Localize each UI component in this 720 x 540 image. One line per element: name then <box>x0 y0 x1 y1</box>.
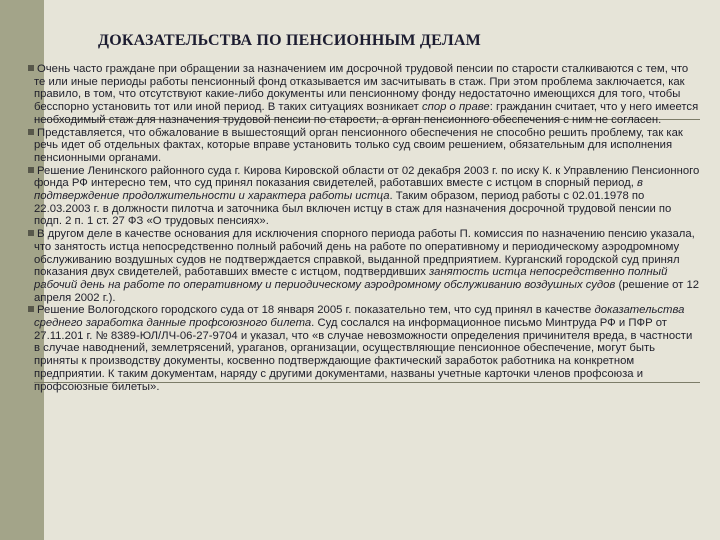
paragraph-text: Представляется, что обжалование в вышестоящий орган пенсионного обеспечения не способно решить проблему, так как речь идет об отдельных фактах, которые вправе установить только суд своим решением, обязательным для исполнения пенсионными органами. <box>34 126 683 164</box>
paragraph-emphasis: занятость истца непосредственно полный рабочий день на работе по оперативному и периодическому аэродромному обслуживанию воздушных судов <box>34 266 668 291</box>
paragraph-text: Очень часто граждане при обращении за назначением им досрочной трудовой пенсии по старости сталкиваются с тем, что те или иные периоды работы пенсионный фонд отказывается им засчитывать в стаж. При этом проблема заключается, как правило, в том, что отсутствуют какие-либо документы или пенсионному фонду недостаточно имеющихся для того, чтобы бесспорно установить тот или иной период. В таких ситуациях возникает <box>34 63 689 114</box>
paragraph-text: В другом деле в качестве основания для исключения спорного периода работы П. комиссия по назначению пенсию указала, что занятость истца непосредственно полный рабочий день на работе по оперативному и периодическому аэродромному обслуживанию воздушных судов не подтверждается справкой, выданной предприятием. Курганский городской суд принял показания двух свидетелей, работавших вместе с истцом, подтвердивших <box>34 228 695 279</box>
bullet-icon <box>28 230 34 236</box>
paragraph <box>34 63 700 127</box>
bullet-icon <box>28 129 34 135</box>
paragraph-text: (решение от 12 апреля 2002 г.). <box>34 278 700 304</box>
bullet-icon <box>28 65 34 71</box>
paragraph-text: Решение Ленинского районного суда г. Кирова Кировской области от 02 декабря 2003 г. по иску К. к Управлению Пенсионного фонда РФ интересно тем, что суд принял показания свидетелей, работавших вместе с истцом в спорный период, <box>34 164 700 190</box>
paragraph-text: : гражданин считает, что у него имеется необходимый стаж для назначения трудовой пенсии по старости, а орган пенсионного обеспечения с ним не согласен. <box>34 101 699 126</box>
paragraph-text: Решение Вологодского городского суда от 18 января 2005 г. показательно тем, что суд принял в качестве <box>37 304 595 317</box>
paragraph <box>34 165 700 229</box>
paragraph <box>34 228 700 304</box>
paragraph <box>34 127 700 165</box>
paragraph-emphasis: спор о праве <box>421 101 490 114</box>
bullet-icon <box>28 306 34 312</box>
page-title: ДОКАЗАТЕЛЬСТВА ПО ПЕНСИОННЫМ ДЕЛАМ <box>98 32 481 49</box>
paragraph-text: . Таким образом, период работы с 02.01.1978 по 22.03.2003 г. в должности пилотча и заточника был включен истцу в стаж для назначения досрочной трудовой пенсии по подп. 2 п. 1 ст. 27 ФЗ «О трудовых пенсиях». <box>34 190 672 228</box>
body-text <box>34 63 700 393</box>
paragraph-emphasis: в подтверждение продолжительности и характера работы истца <box>34 177 643 203</box>
bullet-icon <box>28 167 34 173</box>
paragraph-emphasis: доказательства среднего заработка данные профсоюзного билета <box>34 304 685 330</box>
paragraph-text: . Суд сослался на информационное письмо Минтруда РФ и ПФР от 27.11.201 г. № 8389-ЮЛ/ЛЧ-06-27-9704 и указал, что «в случае невозможности определения причинителя вреда, в частности в случае наводнений, землетрясений, ураганов, организации, осуществляющие пенсионное обеспечение, могут быть приняты к производству документы, косвенно подтверждающие фактический заработок работника на конкретном предприятии. К таким документам, наряду с другими документами, названы учетные карточки членов профсоюза и профсоюзные билеты». <box>34 317 693 393</box>
paragraph <box>34 304 700 393</box>
